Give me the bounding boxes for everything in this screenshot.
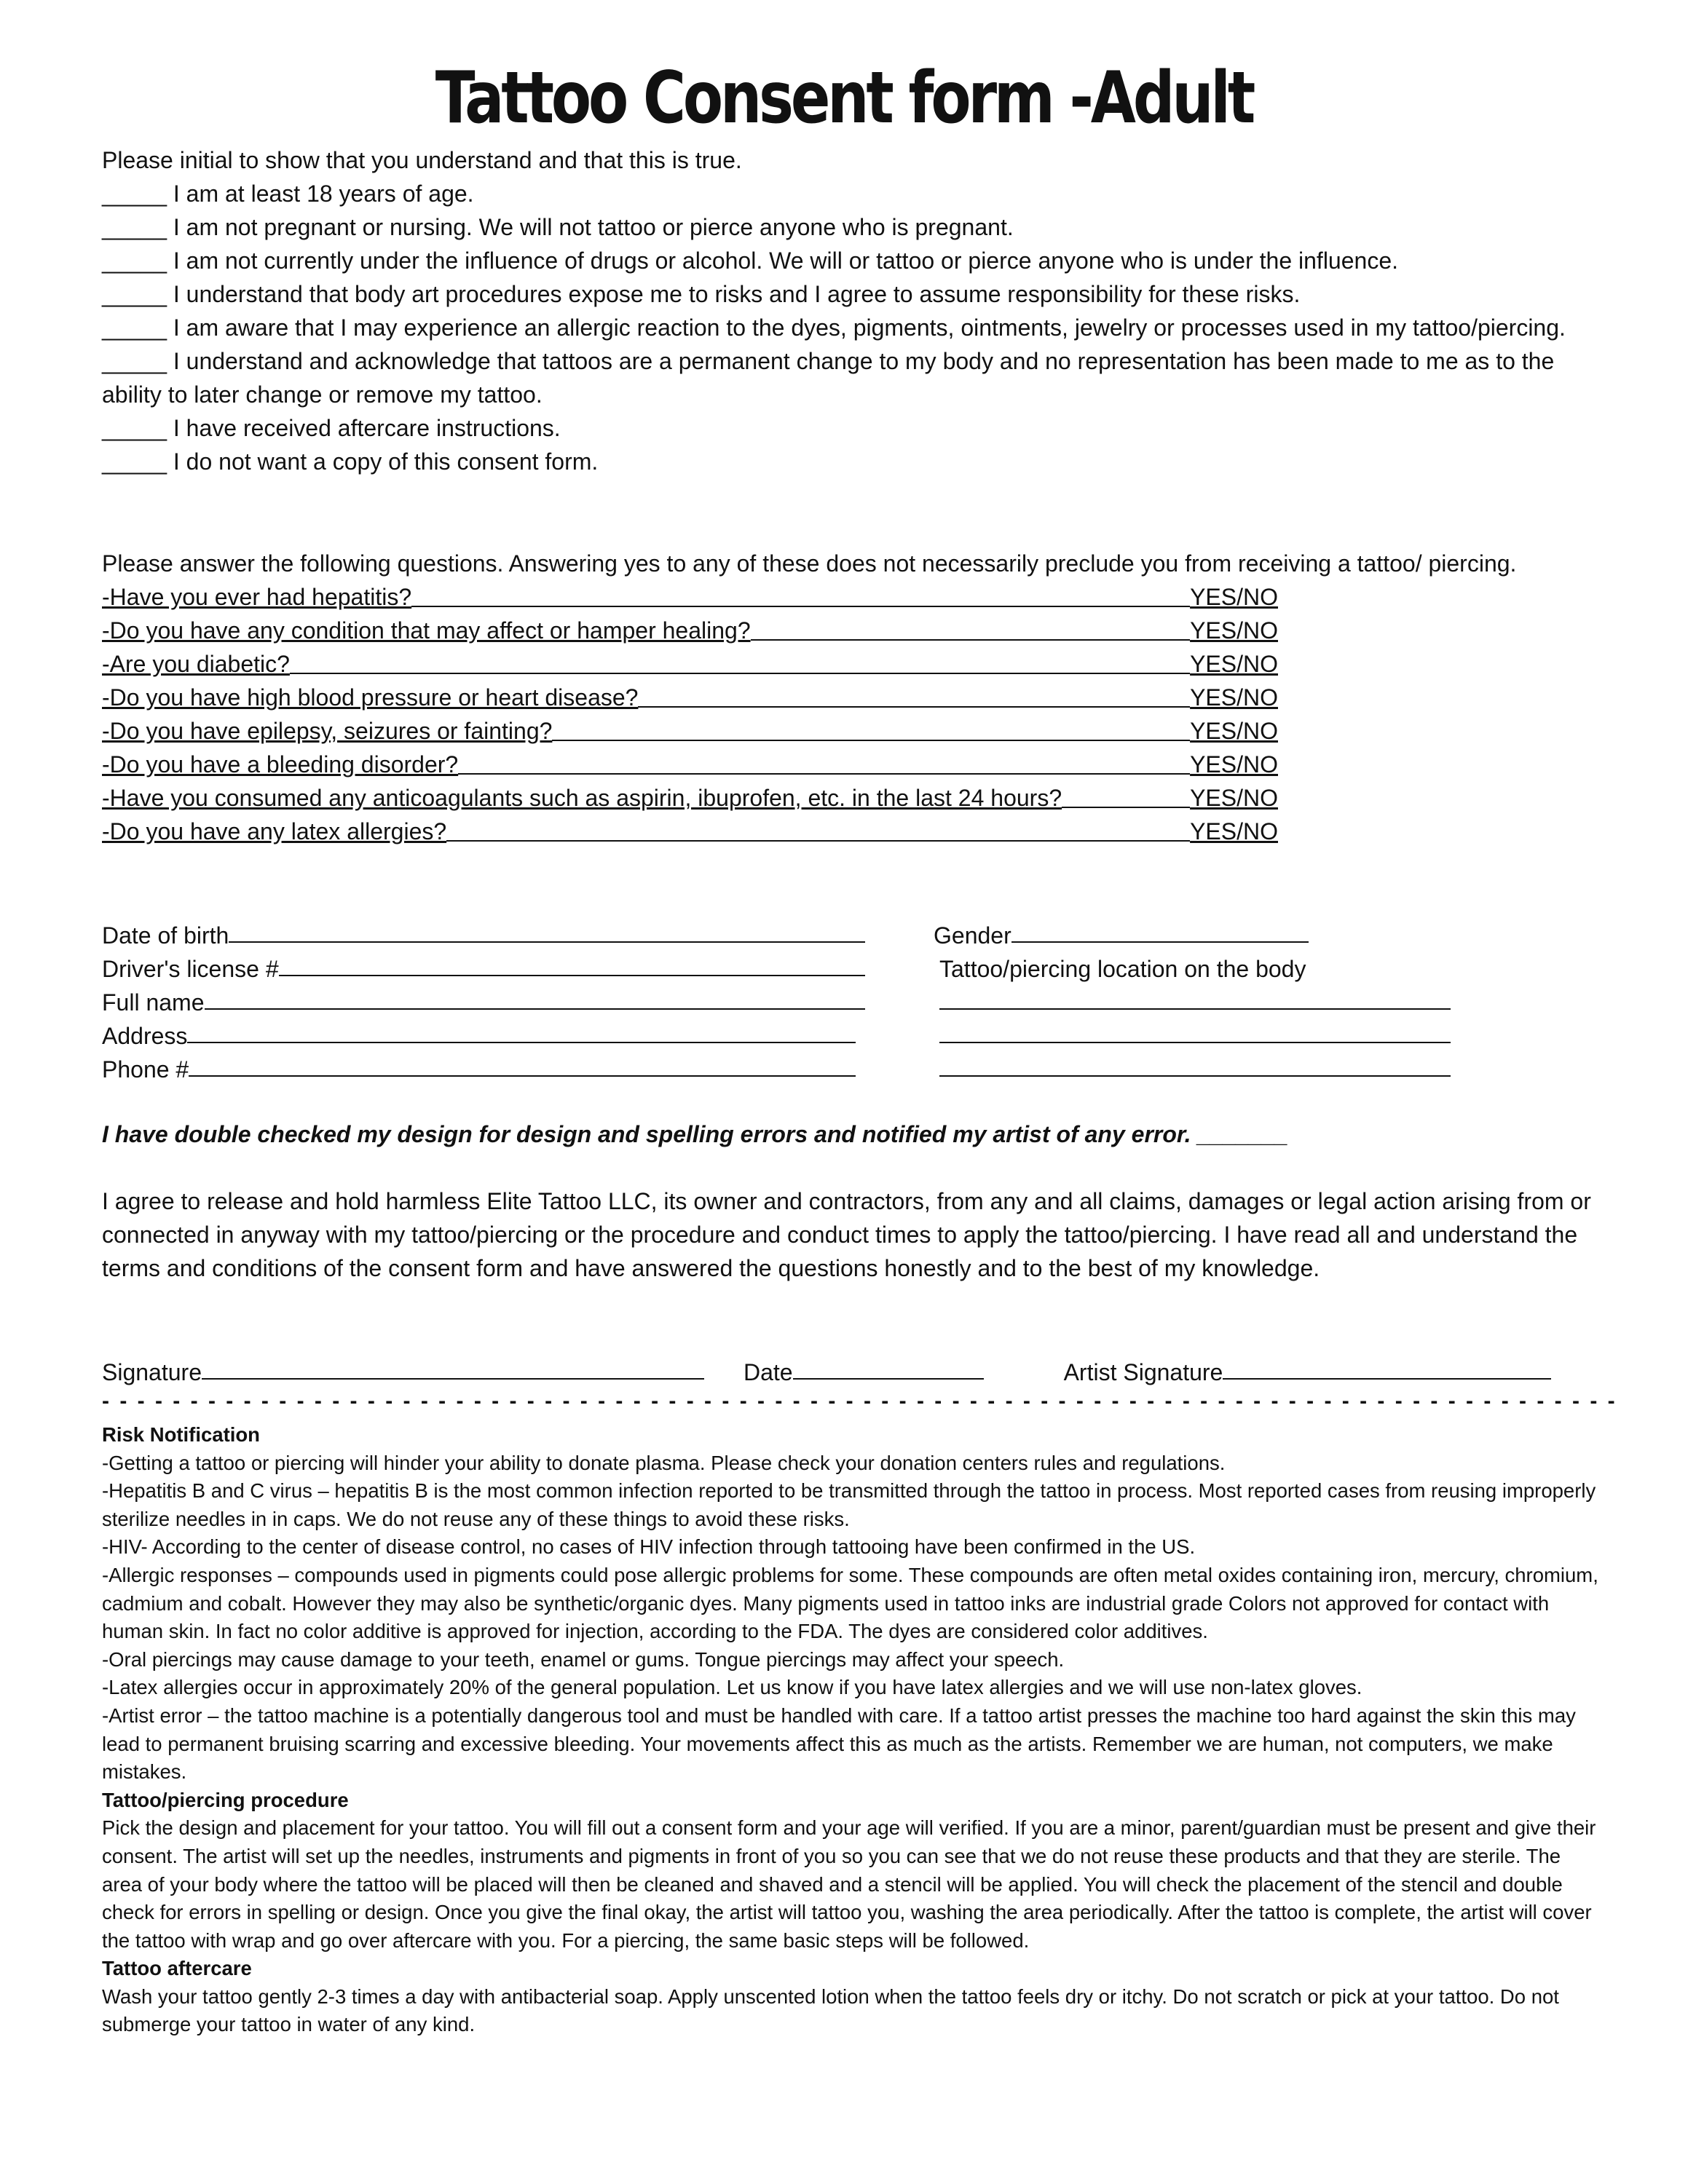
address-field[interactable]	[102, 1016, 856, 1050]
question-label: -Do you have epilepsy, seizures or fainting?	[102, 718, 553, 744]
input-line[interactable]	[1011, 941, 1309, 943]
drivers-license-field[interactable]	[102, 949, 865, 983]
question-label: -Do you have a bleeding disorder?	[102, 751, 459, 778]
questions-intro: Please answer the following questions. Answering yes to any of these does not necessarily preclude you from receiving a tattoo/ piercing.	[102, 550, 1517, 577]
artist-signature-label: Artist Signature	[1063, 1359, 1223, 1385]
signature-line[interactable]	[202, 1378, 704, 1380]
question-label: -Do you have high blood pressure or heart disease?	[102, 684, 639, 711]
aftercare-heading: Tattoo aftercare	[102, 1957, 252, 1980]
initials-intro: Please initial to show that you understand and that this is true.	[102, 147, 742, 173]
aftercare-text: Wash your tattoo gently 2-3 times a day with antibacterial soap. Apply unscented lotion when the tattoo feels dry or itchy. Do not scratch or pick at your tattoo. Do not submerge your tattoo in water of any kind.	[102, 1985, 1559, 2036]
risk-item: -Artist error – the tattoo machine is a potentially dangerous tool and must be handled with care. If a tattoo artist presses the machine too hard against the skin this may lead to permanent bruising scarring and excessive bleeding. Your movements affect this as much as the artists. Remember we are human, not computers, we make mistakes.	[102, 1704, 1576, 1784]
field-label: Phone #	[102, 1056, 189, 1083]
field-label: Gender	[934, 922, 1011, 949]
input-line[interactable]	[187, 1042, 856, 1043]
yes-no-option[interactable]: YES/NO	[1190, 651, 1278, 677]
risk-item: -Latex allergies occur in approximately 20% of the general population. Let us know if you have latex allergies and we will use non-latex gloves.	[102, 1676, 1362, 1699]
yes-no-option[interactable]: YES/NO	[1190, 818, 1278, 844]
question-row[interactable]	[102, 681, 1278, 714]
question-row[interactable]	[102, 748, 1278, 781]
question-row[interactable]	[102, 647, 1278, 681]
input-line[interactable]	[279, 975, 865, 976]
risk-heading: Risk Notification	[102, 1423, 260, 1446]
input-line[interactable]	[939, 1075, 1451, 1077]
input-line[interactable]	[939, 1042, 1451, 1043]
input-line[interactable]	[189, 1075, 856, 1077]
yes-no-option[interactable]: YES/NO	[1190, 785, 1278, 811]
risk-item: -Getting a tattoo or piercing will hinder your ability to donate plasma. Please check your donation centers rules and regulations.	[102, 1451, 1226, 1474]
yes-no-option[interactable]: YES/NO	[1190, 584, 1278, 610]
questions-section	[102, 547, 1588, 848]
yes-no-option[interactable]: YES/NO	[1190, 617, 1278, 644]
initials-section	[102, 143, 1588, 478]
form-title: Tattoo Consent form -Adult	[435, 57, 1253, 140]
initial-item[interactable]: _____ I understand that body art procedures expose me to risks and I agree to assume responsibility for these risks.	[102, 281, 1301, 307]
answer-line[interactable]	[1062, 807, 1190, 808]
signature-label: Signature	[102, 1359, 202, 1385]
location-line[interactable]	[934, 1016, 1451, 1050]
field-label: Full name	[102, 989, 205, 1016]
initial-item[interactable]: _____ I am at least 18 years of age.	[102, 181, 474, 207]
full-name-field[interactable]	[102, 983, 865, 1016]
risk-item: -Allergic responses – compounds used in pigments could pose allergic problems for some. These compounds are often metal oxides containing iron, mercury, chromium, cadmium and cobalt. However they may also be synthetic/organic dyes. Many pigments used in tattoo inks are industrial grade Colors not approved for contact with human skin. In fact no color additive is approved for injection, according to the FDA. The dyes are considered color additives.	[102, 1563, 1598, 1643]
initial-item[interactable]: _____ I am not currently under the influence of drugs or alcohol. We will or tattoo or pierce anyone who is under the influence.	[102, 248, 1398, 274]
question-label: -Have you ever had hepatitis?	[102, 584, 412, 610]
procedure-heading: Tattoo/piercing procedure	[102, 1788, 349, 1811]
phone-field[interactable]	[102, 1050, 856, 1083]
field-label: Date of birth	[102, 922, 229, 949]
yes-no-option[interactable]: YES/NO	[1190, 718, 1278, 744]
input-line[interactable]	[205, 1008, 866, 1010]
input-line[interactable]	[939, 1008, 1451, 1010]
question-label: -Are you diabetic?	[102, 651, 290, 677]
initial-item[interactable]: _____ I do not want a copy of this consent form.	[102, 448, 599, 475]
question-label: -Have you consumed any anticoagulants such as aspirin, ibuprofen, etc. in the last 24 hours?	[102, 785, 1062, 811]
procedure-text: Pick the design and placement for your tattoo. You will fill out a consent form and your age will verified. If you are a minor, parent/guardian must be present and give their consent. The artist will set up the needles, instruments and pigments in front of you so you can see that we do not reuse these products and that they are sterile. The area of your body where the tattoo will be placed will then be cleaned and shaved and a stencil will be applied. You will check the placement of the stencil and double check for errors in spelling or design. Once you give the final okay, the artist will tattoo you, washing the area periodically. After the tattoo is complete, the artist will cover the tattoo with wrap and go over aftercare with you. For a piercing, the same basic steps will be followed.	[102, 1816, 1596, 1952]
yes-no-option[interactable]: YES/NO	[1190, 751, 1278, 778]
question-label: -Do you have any latex allergies?	[102, 818, 447, 844]
question-row[interactable]	[102, 714, 1278, 748]
initial-item[interactable]: _____ I have received aftercare instructions.	[102, 415, 561, 441]
answer-line[interactable]	[458, 773, 1190, 775]
personal-info-fields	[102, 916, 865, 1083]
answer-line[interactable]	[411, 606, 1190, 607]
answer-line[interactable]	[638, 706, 1190, 708]
answer-line[interactable]	[290, 673, 1190, 674]
signature-row	[102, 1353, 1551, 1386]
answer-line[interactable]	[751, 639, 1190, 641]
location-line[interactable]	[934, 1050, 1451, 1083]
location-label-row	[934, 949, 1451, 983]
question-label: -Do you have any condition that may affect or hamper healing?	[102, 617, 751, 644]
date-of-birth-field[interactable]	[102, 916, 865, 949]
information-section	[102, 1421, 1602, 2039]
design-check-statement[interactable]: I have double checked my design for design and spelling errors and notified my artist of any error. _______	[102, 1121, 1288, 1147]
field-label: Driver's license #	[102, 956, 279, 982]
location-line[interactable]	[934, 983, 1451, 1016]
initial-item[interactable]: _____ I understand and acknowledge that tattoos are a permanent change to my body and no representation has been made to me as to the ability to later change or remove my tattoo.	[102, 348, 1555, 408]
body-info-fields	[934, 916, 1451, 1083]
field-label: Address	[102, 1023, 188, 1049]
answer-line[interactable]	[446, 840, 1190, 842]
artist-signature-line[interactable]	[1223, 1378, 1551, 1380]
input-line[interactable]	[229, 941, 865, 943]
risk-item: -Oral piercings may cause damage to your teeth, enamel or gums. Tongue piercings may affect your speech.	[102, 1647, 1065, 1671]
question-row[interactable]	[102, 614, 1278, 647]
answer-line[interactable]	[552, 740, 1190, 741]
gender-field[interactable]	[934, 916, 1309, 949]
release-statement: I agree to release and hold harmless Elite Tattoo LLC, its owner and contractors, from any and all claims, damages or legal action arising from or connected in anyway with my tattoo/piercing or the procedure and conduct times to apply the tattoo/piercing. I have read all and understand the terms and conditions of the consent form and have answered the questions honestly and to the best of my knowledge.	[102, 1188, 1591, 1281]
question-row[interactable]	[102, 781, 1278, 815]
initial-item[interactable]: _____ I am aware that I may experience an allergic reaction to the dyes, pigments, ointments, jewelry or processes used in my tattoo/piercing.	[102, 314, 1566, 341]
risk-item: -HIV- According to the center of disease control, no cases of HIV infection through tattooing have been confirmed in the US.	[102, 1535, 1196, 1559]
risk-item: -Hepatitis B and C virus – hepatitis B is the most common infection reported to be transmitted through the tattoo in process. Most reported cases from reusing improperly sterilize needles in in caps. We do not reuse any of these things to avoid these risks.	[102, 1479, 1596, 1530]
date-label: Date	[743, 1359, 793, 1385]
question-row[interactable]	[102, 815, 1278, 848]
question-row[interactable]	[102, 580, 1278, 614]
yes-no-option[interactable]: YES/NO	[1190, 684, 1278, 711]
field-label: Tattoo/piercing location on the body	[939, 956, 1306, 982]
initial-item[interactable]: _____ I am not pregnant or nursing. We will not tattoo or pierce anyone who is pregnant.	[102, 214, 1014, 240]
date-line[interactable]	[793, 1378, 984, 1380]
divider: - - - - - - - - - - - - - - - - - - - - - - - - - - - - - - - - - - - - - - - - - - - - - - - - - - - - - - - - - - - - - - - - - - - - - - - - - - - - - - - - - - - - - -	[102, 1389, 1617, 1413]
